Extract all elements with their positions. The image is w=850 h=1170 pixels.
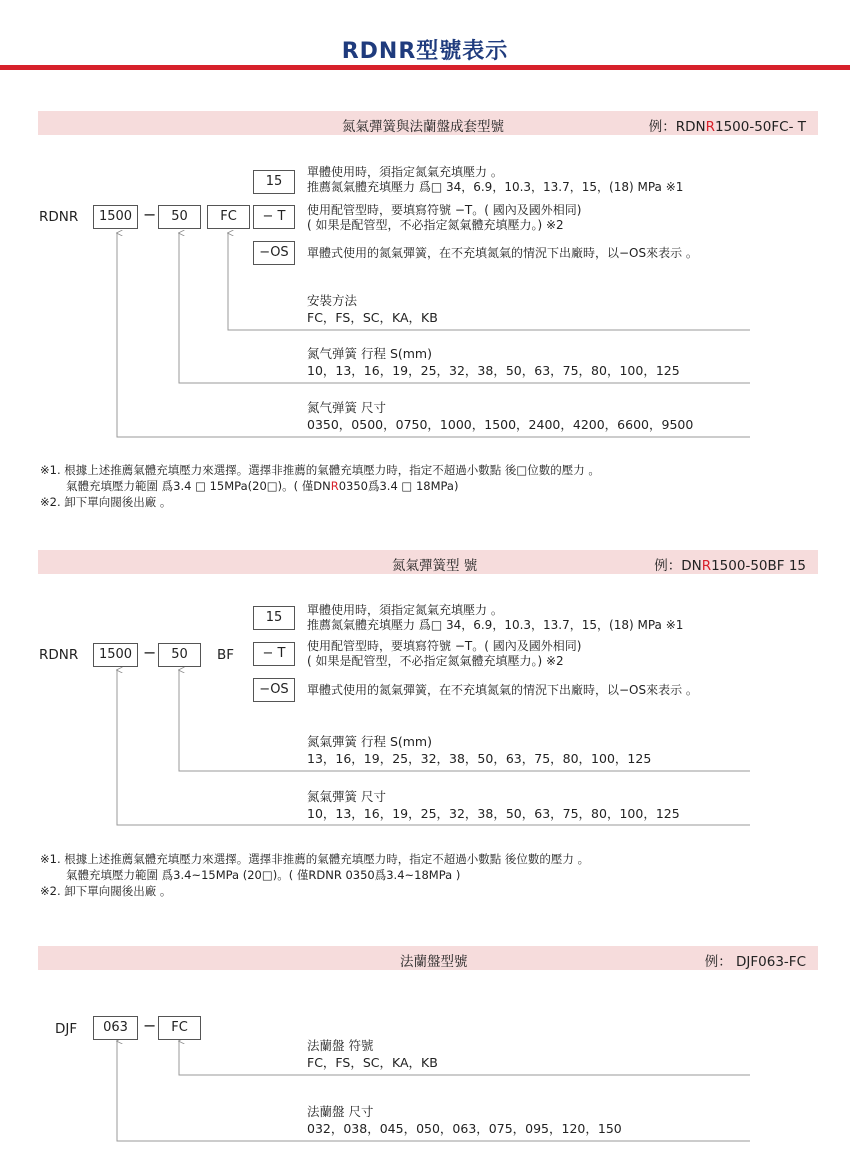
s1-model-prefix: RDNR (39, 209, 79, 225)
s2-opt-os: −OS (253, 678, 295, 702)
s1-mount-vals: FC，FS，SC，KA，KB (307, 310, 438, 325)
s2-opt-t: − T (253, 642, 295, 666)
s1-stroke-head: 氮气弹簧 行程 S(mm) (307, 346, 432, 361)
s2-stroke-vals: 13，16，19，25，32，38，50，63，75，80，100，125 (307, 751, 652, 766)
s2-box-stroke: 50 (158, 643, 201, 667)
s1-opt-t-line2: ( 如果是配管型，不必指定氮氣體充填壓力。) ※2 (307, 218, 564, 232)
s2-opt-15: 15 (253, 606, 295, 630)
s2-stroke-head: 氮氣彈簧 行程 S(mm) (307, 734, 432, 749)
s3-box-mount: FC (158, 1016, 201, 1040)
s3-dash: − (143, 1016, 157, 1035)
s2-band-title: 氮氣彈簧型 號 (392, 558, 478, 574)
s2-opt-15-line2: 推薦氮氣體充填壓力 爲□ 34，6.9，10.3，13.7，15，(18) MPa ※1 (307, 618, 684, 632)
s2-size-head: 氮氣彈簧 尺寸 (307, 789, 386, 804)
s3-band-title: 法蘭盤型號 (400, 954, 468, 970)
s3-mount-head: 法蘭盤 符號 (307, 1038, 374, 1053)
s1-stroke-vals: 10，13，16，19，25，32，38，50，63，75，80，100，125 (307, 363, 680, 378)
s1-size-vals: 0350，0500，0750，1000，1500，2400，4200，6600，9500 (307, 417, 694, 432)
s1-opt-t-line1: 使用配管型時，要填寫符號 −T。( 國內及國外相同) (307, 203, 582, 217)
s2-mount-label: BF (217, 647, 235, 663)
s1-band (38, 111, 818, 135)
page-title: RDNR型號表示 (341, 39, 509, 64)
s3-model-prefix: DJF (55, 1021, 78, 1037)
s1-size-head: 氮气弹簧 尺寸 (307, 400, 386, 415)
s3-band (38, 946, 818, 970)
s2-opt-t-line1: 使用配管型時，要填寫符號 −T。( 國內及國外相同) (307, 639, 582, 653)
s2-opt-os-line1: 單體式使用的氮氣彈簧，在不充填氮氣的情況下出廠時，以−OS來表示 。 (307, 683, 698, 697)
s2-note1: ※1. 根據上述推薦氣體充填壓力來選擇。選擇非推薦的氣體充填壓力時，指定不超過小數點 後位數的壓力 。 (40, 852, 590, 866)
s3-size-vals: 032，038，045，050，063，075，095，120，150 (307, 1121, 622, 1136)
s3-size-head: 法蘭盤 尺寸 (307, 1104, 374, 1119)
s2-size-vals: 10，13，16，19，25，32，38，50，63，75，80，100，125 (307, 806, 680, 821)
s3-box-size: 063 (93, 1016, 138, 1040)
s1-note3: ※2. 卸下單向閥後出廠 。 (40, 495, 172, 509)
s1-box-mount: FC (207, 205, 250, 229)
s1-note2: 氣體充填壓力範圍 爲3.4 □ 15MPa(20□)。( 僅DNR0350爲3.4 □ 18MPa) (66, 479, 459, 493)
s2-opt-t-line2: ( 如果是配管型，不必指定氮氣體充填壓力。) ※2 (307, 654, 564, 668)
s2-model-prefix: RDNR (39, 647, 79, 663)
s1-opt-15-line1: 單體使用時，須指定氮氣充填壓力 。 (307, 165, 503, 179)
s1-dash: − (143, 205, 157, 224)
s2-opt-15-line1: 單體使用時，須指定氮氣充填壓力 。 (307, 603, 503, 617)
s1-opt-t: − T (253, 205, 295, 229)
s3-example: 例： DJF063-FC (704, 954, 806, 970)
s2-band (38, 550, 818, 574)
s3-mount-line (179, 1041, 750, 1075)
s1-box-stroke: 50 (158, 205, 201, 229)
s2-note2: 氣體充填壓力範圍 爲3.4~15MPa (20□)。( 僅RDNR 0350爲3.4~18MPa ) (66, 868, 461, 882)
s1-band-title: 氮氣彈簧與法蘭盤成套型號 (342, 119, 504, 135)
s1-box-size: 1500 (93, 205, 138, 229)
s1-mount-head: 安裝方法 (307, 293, 358, 308)
s1-note1: ※1. 根據上述推薦氣體充填壓力來選擇。選擇非推薦的氣體充填壓力時，指定不超過小數點 後□位數的壓力 。 (40, 463, 600, 477)
s1-opt-os: −OS (253, 241, 295, 265)
s1-opt-os-line1: 單體式使用的氮氣彈簧，在不充填氮氣的情況下出廠時，以−OS來表示 。 (307, 246, 698, 260)
s3-mount-vals: FC，FS，SC，KA，KB (307, 1055, 438, 1070)
s2-box-size: 1500 (93, 643, 138, 667)
s2-note3: ※2. 卸下單向閥後出廠 。 (40, 884, 172, 898)
s2-example: 例：DNR1500-50BF 15 (654, 558, 806, 574)
s1-opt-15-line2: 推薦氮氣體充填壓力 爲□ 34，6.9，10.3，13.7，15，(18) MPa ※1 (307, 180, 684, 194)
s1-opt-15: 15 (253, 170, 295, 194)
s1-example: 例：RDNR1500-50FC- T (648, 119, 806, 135)
s1-size-line (117, 233, 750, 437)
s2-dash: − (143, 643, 157, 662)
